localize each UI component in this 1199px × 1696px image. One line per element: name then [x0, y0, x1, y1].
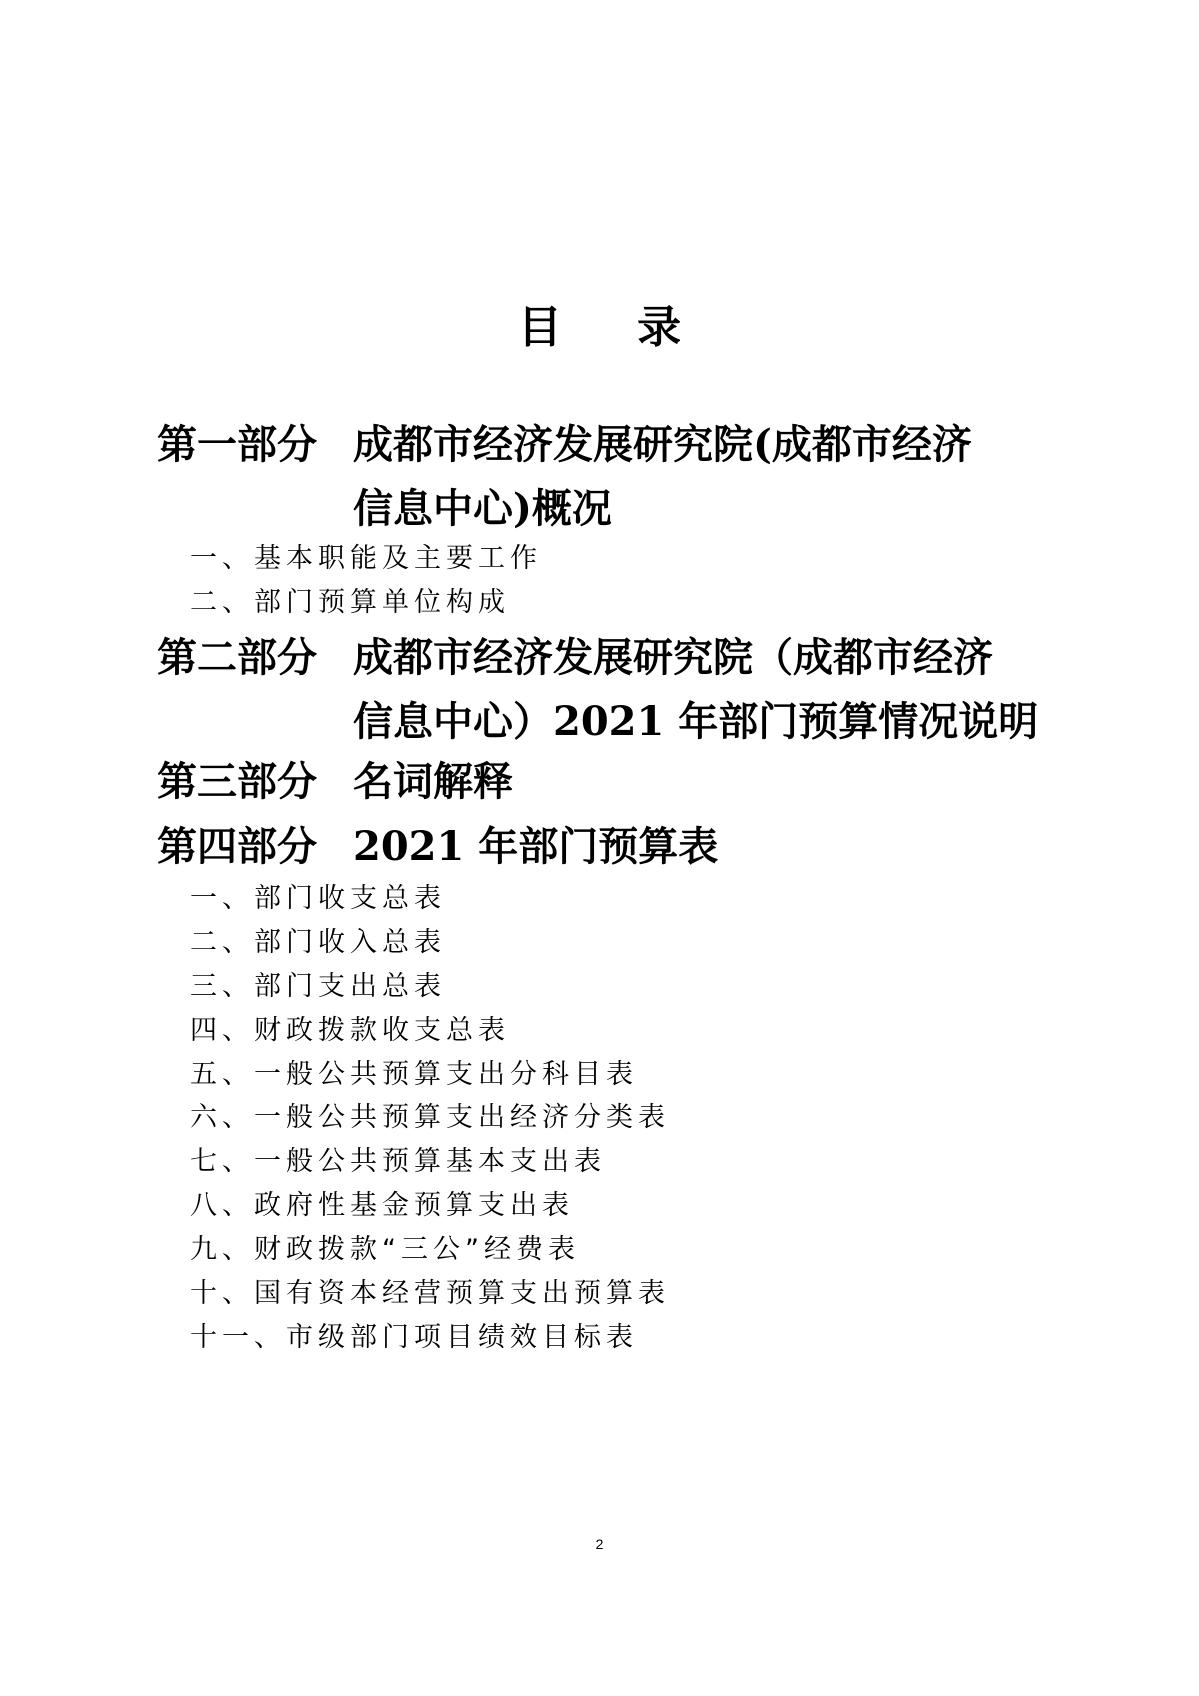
toc-item: 二、部门收入总表 [190, 927, 446, 958]
toc-item: 三、部门支出总表 [190, 971, 446, 1002]
toc-item: 六、一般公共预算支出经济分类表 [190, 1102, 670, 1133]
part-label: 第四部分 [157, 823, 317, 870]
part-title [353, 626, 1053, 754]
part-title-line: 名词解释 [353, 758, 513, 805]
part-label: 第二部分 [157, 634, 317, 681]
toc-part-2 [157, 626, 1057, 754]
part-title [353, 815, 1053, 879]
toc-item: 二、部门预算单位构成 [190, 587, 510, 618]
toc-part-4 [157, 815, 1057, 879]
toc-item: 十一、市级部门项目绩效目标表 [190, 1322, 638, 1353]
part-title [353, 413, 1053, 541]
toc-item: 十、国有资本经营预算支出预算表 [190, 1278, 670, 1309]
toc-item: 五、一般公共预算支出分科目表 [190, 1059, 638, 1090]
toc-part-3 [157, 750, 1057, 814]
toc-part-1 [157, 413, 1057, 541]
toc-item: 一、基本职能及主要工作 [190, 543, 542, 574]
toc-title: 目 录 [517, 302, 712, 353]
toc-item: 八、政府性基金预算支出表 [190, 1190, 574, 1221]
part-title-line: 成都市经济发展研究院(成都市经济 [353, 421, 972, 468]
part-title [353, 750, 1053, 814]
part-title-line: 成都市经济发展研究院（成都市经济 [353, 634, 993, 681]
toc-item: 一、部门收支总表 [190, 883, 446, 914]
part-label: 第一部分 [157, 421, 317, 468]
toc-item: 九、财政拨款“三公”经费表 [190, 1234, 580, 1265]
part-label: 第三部分 [157, 758, 317, 805]
part-title-line: 信息中心）2021 年部门预算情况说明 [353, 698, 1039, 745]
part-title-line: 信息中心)概况 [353, 485, 612, 532]
page-number: 2 [595, 1536, 604, 1552]
part-title-line: 2021 年部门预算表 [353, 823, 719, 870]
toc-item: 七、一般公共预算基本支出表 [190, 1146, 606, 1177]
toc-item: 四、财政拨款收支总表 [190, 1015, 510, 1046]
